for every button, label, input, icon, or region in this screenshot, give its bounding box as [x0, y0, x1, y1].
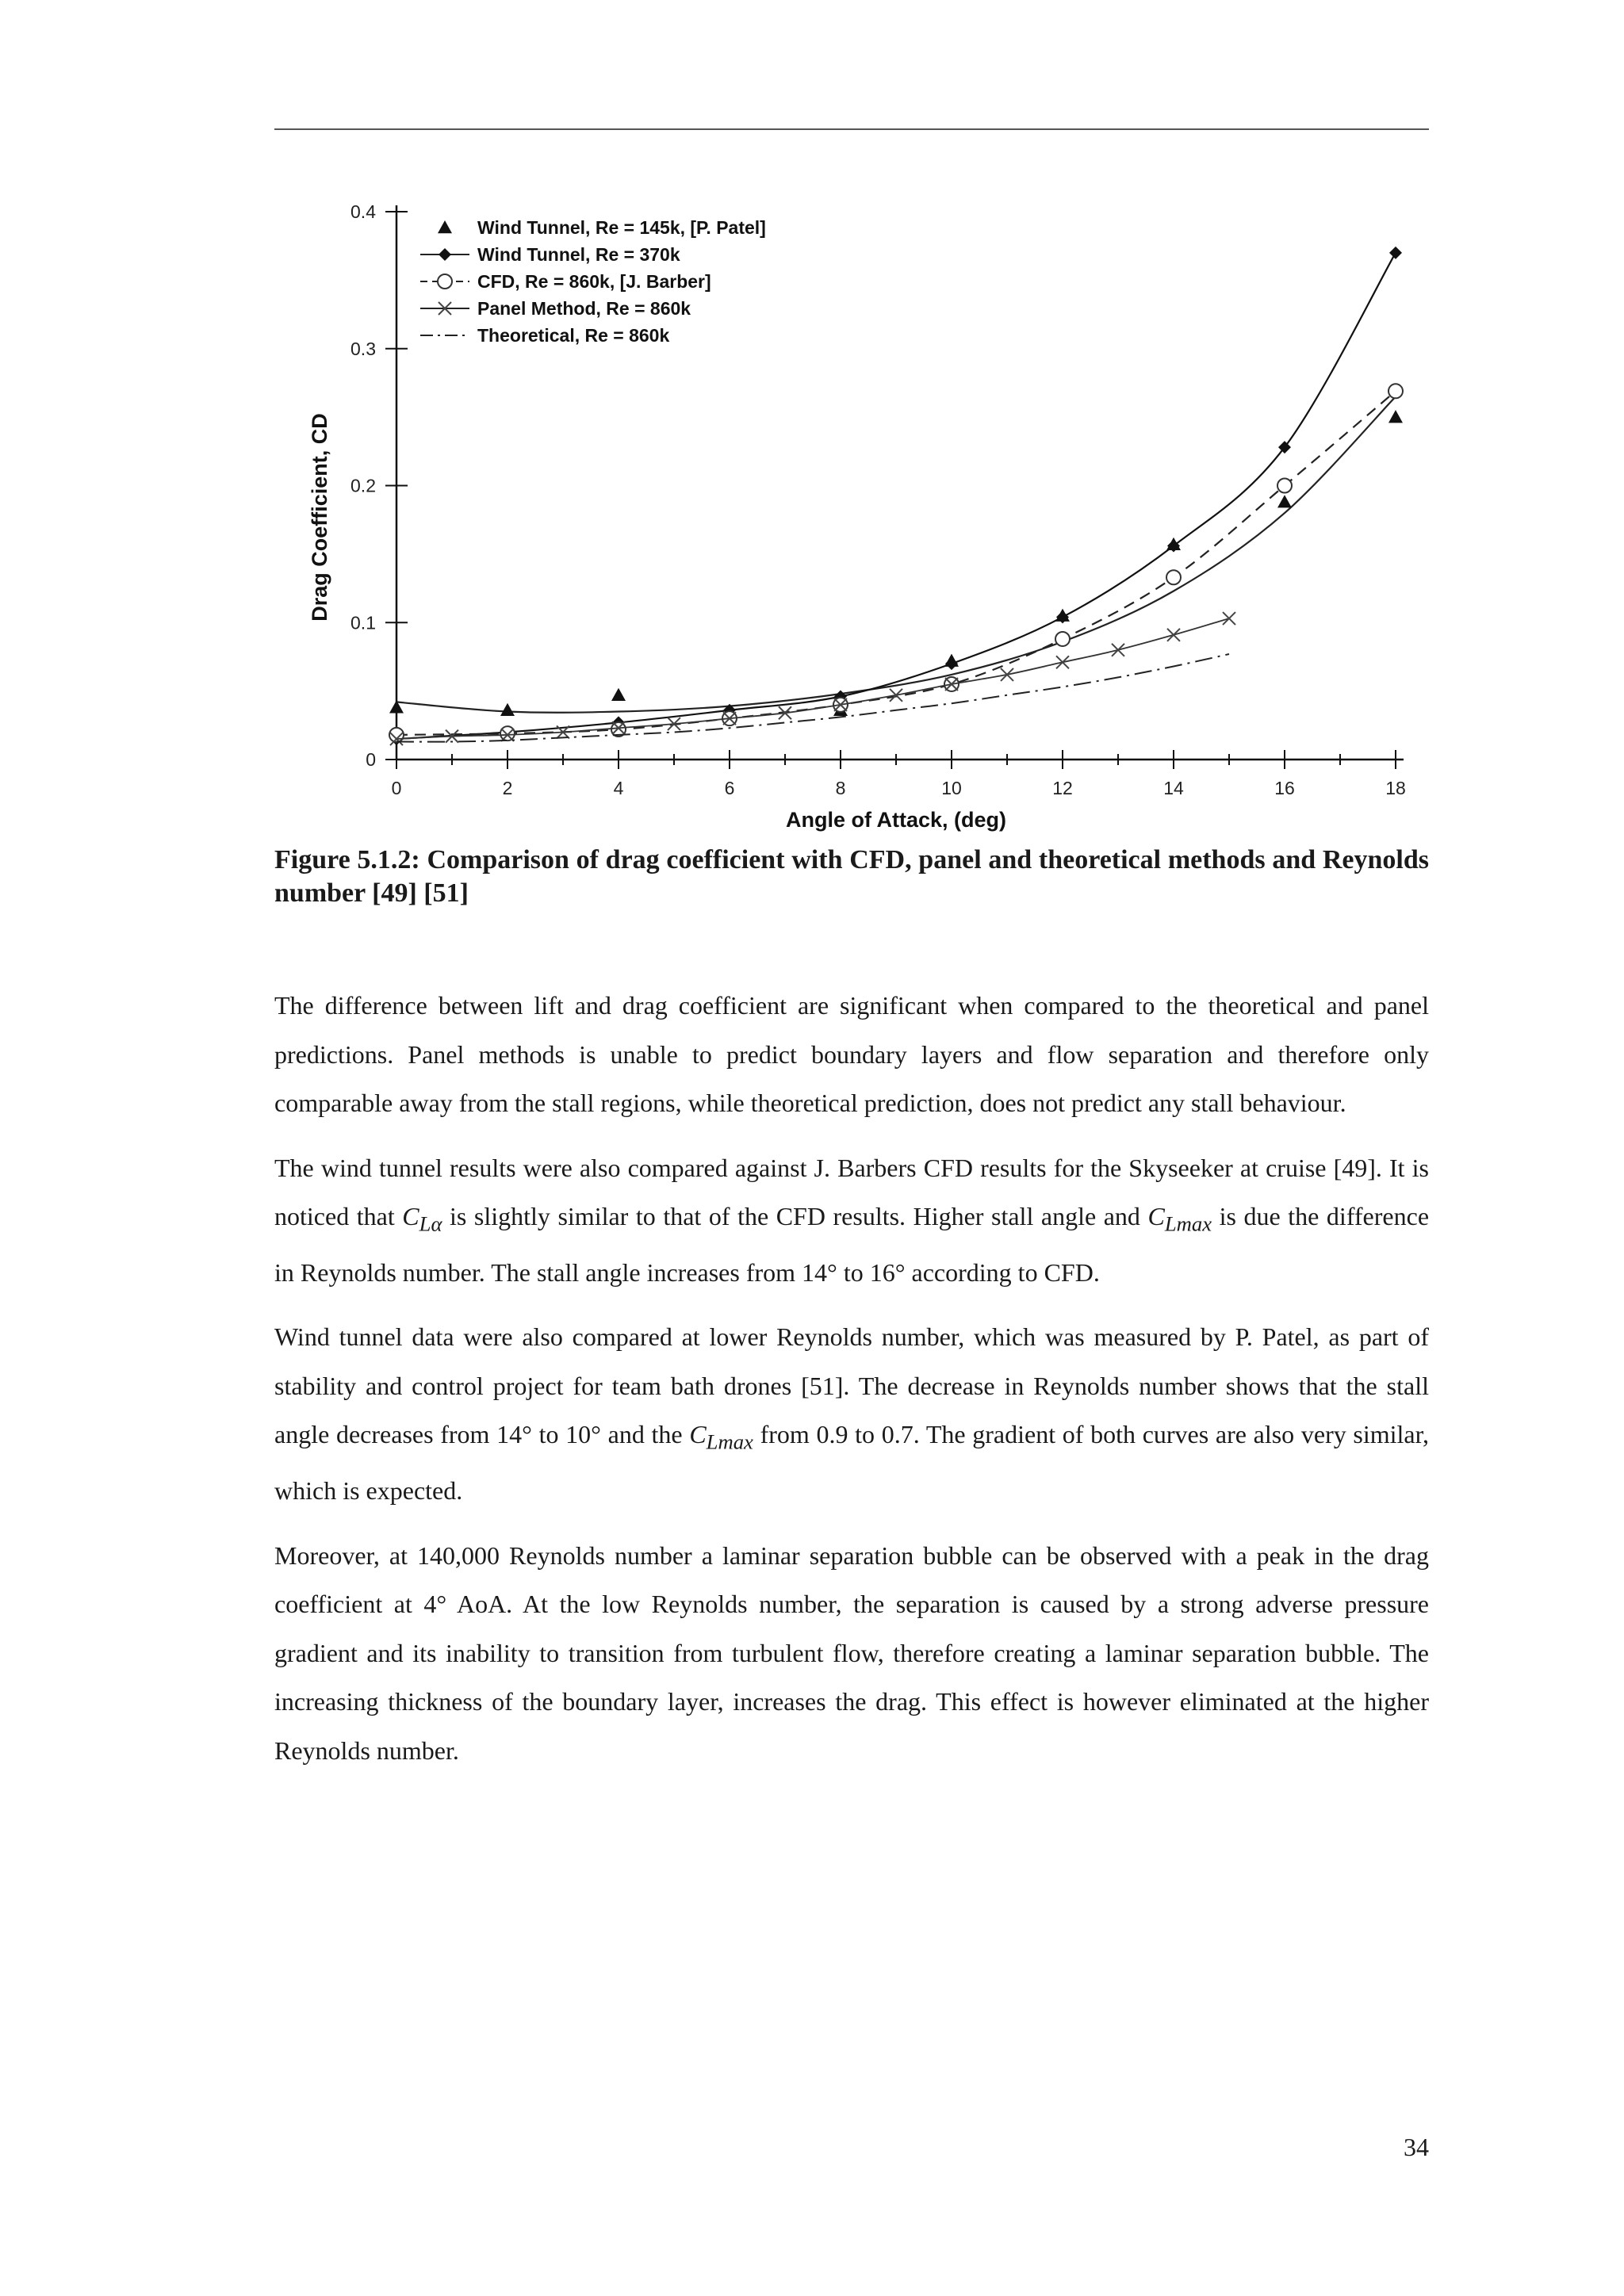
x-tick-label: 4	[613, 778, 624, 798]
legend-item	[420, 325, 669, 346]
point-panel	[1056, 656, 1069, 668]
point-145k	[1277, 495, 1292, 507]
legend-label: Wind Tunnel, Re = 370k	[477, 244, 680, 265]
x-axis-title: Angle of Attack, (deg)	[785, 808, 1007, 832]
body-text	[274, 982, 1429, 1791]
legend-item	[420, 298, 691, 319]
legend-swatch-marker	[438, 220, 452, 233]
series-wind-tunnel-370k	[390, 247, 1402, 745]
line-cfd	[396, 391, 1396, 735]
chart-series	[389, 247, 1403, 745]
y-tick-label: 0	[366, 749, 376, 770]
series-cfd-860k	[389, 384, 1403, 742]
point-145k	[611, 688, 626, 701]
point-cfd	[1388, 384, 1403, 398]
y-tick-label: 0.2	[350, 475, 376, 496]
x-tick-label: 18	[1385, 778, 1406, 798]
point-145k	[1388, 410, 1403, 423]
legend-label: Theoretical, Re = 860k	[477, 325, 670, 346]
point-panel	[1167, 629, 1180, 641]
point-cfd	[1055, 632, 1070, 646]
paragraph-3: Wind tunnel data were also compared at lower Reynolds number, which was measured by P. Patel, as part of stability and control project for team bath drones [51]. The decrease in Reynolds number shows that the stall angle decreases from 14° to 10° and the $C_{Lmax}$ from 0.9 to 0.7. The gradient of both curves are also very similar, which is expected.	[274, 1322, 1430, 1506]
x-tick-label: 6	[724, 778, 735, 798]
line-panel	[396, 618, 1229, 739]
y-axis-title: Drag Coefficient, CD	[308, 413, 331, 622]
figure-caption: Figure 5.1.2: Comparison of drag coefficient with CFD, panel and theoretical methods and Reynolds number [49] [51]	[274, 845, 1429, 908]
point-cfd	[1166, 570, 1181, 584]
legend-item	[420, 244, 680, 265]
chart-legend	[420, 217, 766, 346]
point-370k	[1389, 247, 1402, 259]
drag-coefficient-chart	[293, 178, 1435, 844]
point-panel	[1112, 644, 1124, 656]
y-tick-label: 0.1	[350, 612, 376, 633]
trend-line-145k	[396, 396, 1396, 713]
x-tick-label: 16	[1274, 778, 1295, 798]
y-tick-label: 0.4	[350, 201, 376, 222]
legend-swatch-marker	[438, 274, 452, 289]
legend-label: Panel Method, Re = 860k	[477, 298, 691, 319]
header-rule	[274, 128, 1429, 130]
x-tick-label: 0	[391, 778, 402, 798]
point-panel	[1001, 668, 1013, 681]
x-tick-label: 2	[502, 778, 513, 798]
series-wind-tunnel-145k	[389, 396, 1403, 718]
legend-swatch-marker	[439, 248, 451, 261]
legend-item	[420, 271, 711, 292]
legend-label: CFD, Re = 860k, [J. Barber]	[477, 271, 711, 292]
point-145k	[500, 703, 515, 716]
y-tick-label: 0.3	[350, 338, 376, 359]
point-370k	[1056, 610, 1069, 623]
x-tick-label: 12	[1052, 778, 1073, 798]
point-370k	[945, 657, 958, 670]
legend-item	[438, 217, 766, 238]
x-tick-label: 10	[941, 778, 962, 798]
page-number: 34	[1404, 2133, 1429, 2161]
point-cfd	[500, 726, 515, 740]
point-cfd	[1277, 479, 1292, 493]
paragraph-4: Moreover, at 140,000 Reynolds number a laminar separation bubble can be observed with a peak in the drag coefficient at 4° AoA. At the low Reynolds number, the separation is caused by a strong adverse pressure gradient and its inability to transition from turbulent flow, therefore creating a laminar separation bubble. The increasing thickness of the boundary layer, increases the drag. This effect is however eliminated at the higher Reynolds number.	[274, 1540, 1429, 1765]
chart-axes	[308, 201, 1406, 832]
paragraph-2: The wind tunnel results were also compared against J. Barbers CFD results for the Skyseeker at cruise [49]. It is noticed that $C_{L\alpha}$ is slightly similar to that of the CFD results. Higher stall angle and $C_{Lmax}$ is due the difference in Reynolds number. The stall angle increases from 14° to 16° according to CFD.	[274, 1153, 1430, 1287]
point-panel	[1223, 612, 1235, 625]
point-panel	[890, 689, 902, 702]
x-tick-label: 14	[1163, 778, 1184, 798]
x-tick-label: 8	[835, 778, 846, 798]
paragraph-1: The difference between lift and drag coefficient are significant when compared to the theoretical and panel predictions. Panel methods is unable to predict boundary layers and flow separation and therefore only comparable away from the stall regions, while theoretical prediction, does not predict any stall behaviour.	[274, 991, 1429, 1117]
legend-label: Wind Tunnel, Re = 145k, [P. Patel]	[477, 217, 766, 238]
